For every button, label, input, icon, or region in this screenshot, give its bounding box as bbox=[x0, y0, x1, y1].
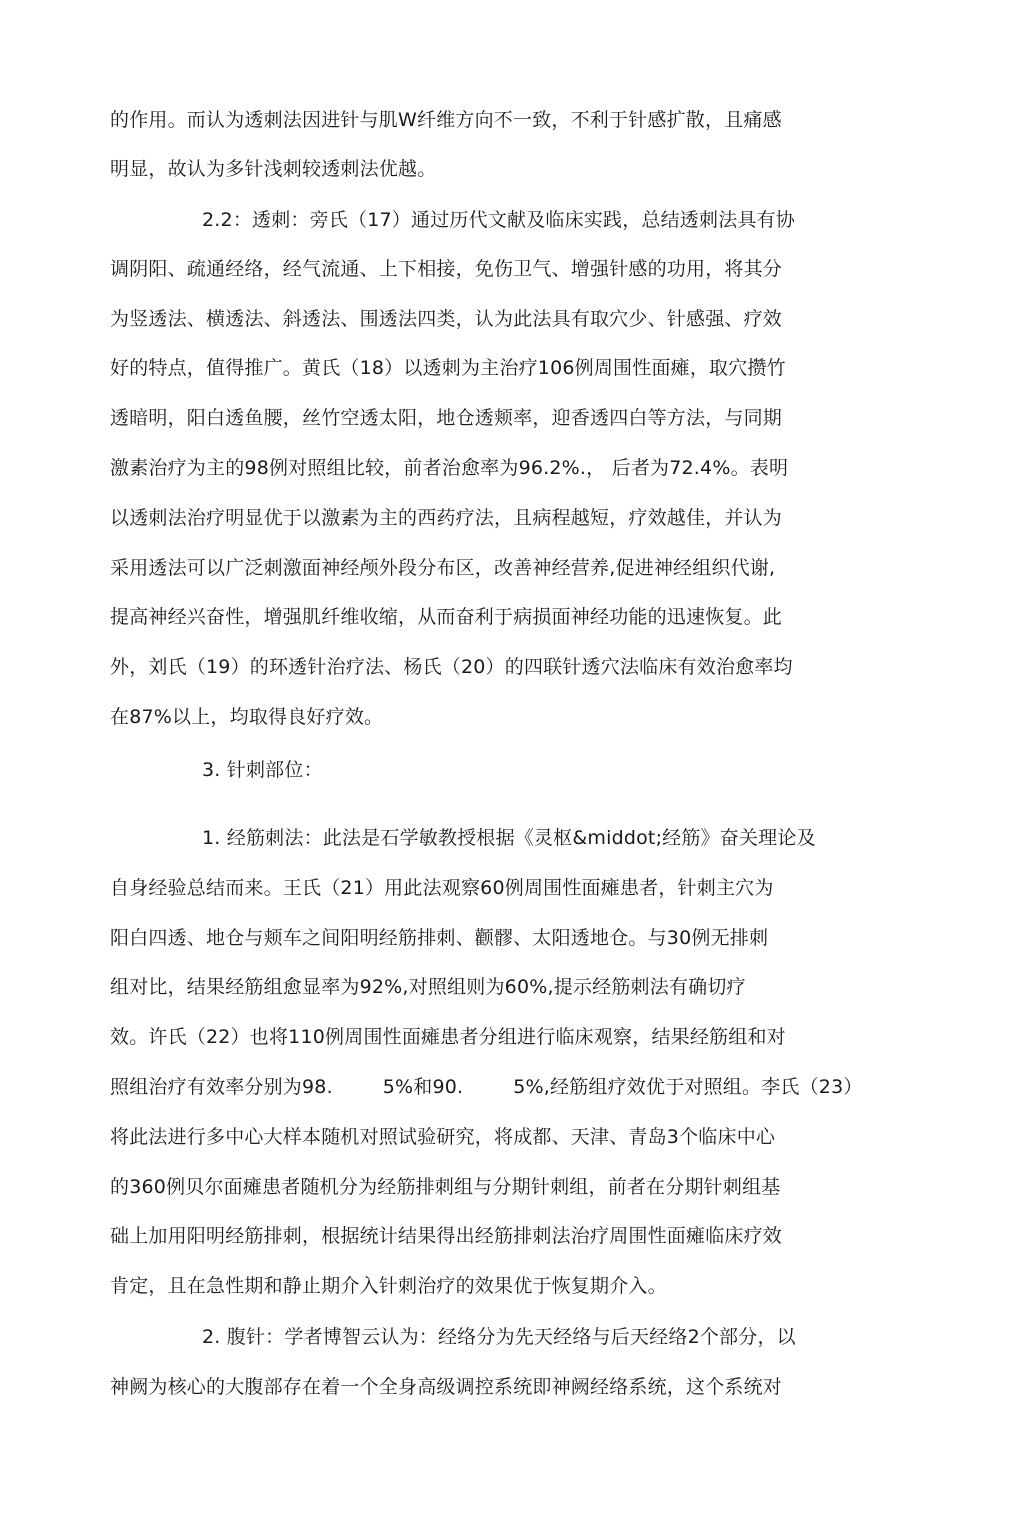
text-line: 将此法进行多中心大样本随机对照试验研究，将成都、天津、青岛3个临床中心 bbox=[110, 1126, 776, 1148]
subsection-heading-2: 2. 腹针：学者博智云认为：经络分为先天经络与后天经络2个部分，以 bbox=[202, 1326, 796, 1348]
text-line: 提高神经兴奋性，增强肌纤维收缩，从而奋利于病损面神经功能的迅速恢复。此 bbox=[110, 606, 783, 628]
text-line: 自身经验总结而来。王氏（21）用此法观察60例周围性面瘫患者，针刺主穴为 bbox=[110, 877, 774, 899]
text-line: 神阙为核心的大腹部存在着一个全身高级调控系统即神阙经络系统，这个系统对 bbox=[110, 1376, 783, 1398]
text-line: 的360例贝尔面瘫患者随机分为经筋排刺组与分期针刺组，前者在分期针刺组基 bbox=[110, 1176, 781, 1198]
subsection-heading-1: 1. 经筋刺法：此法是石学敏教授根据《灵枢&middot;经筋》奋关理论及 bbox=[202, 827, 816, 849]
section-heading-3: 3. 针刺部位： bbox=[202, 759, 323, 781]
text-line: 以透刺法治疗明显优于以激素为主的西药疗法，且病程越短，疗效越佳，并认为 bbox=[110, 507, 783, 529]
text-line: 调阴阳、疏通经络，经气流通、上下相接，免伤卫气、增强针感的功用，将其分 bbox=[110, 258, 783, 280]
text-line: 采用透法可以广泛刺激面神经颅外段分布区，改善神经营养,促进神经组织代谢, bbox=[110, 557, 776, 579]
text-line: 在87%以上，均取得良好疗效。 bbox=[110, 706, 384, 728]
text-line: 明显，故认为多针浅刺较透刺法优越。 bbox=[110, 158, 437, 180]
text-line: 好的特点，值得推广。黄氏（18）以透刺为主治疗106例周围性面瘫，取穴攒竹 bbox=[110, 357, 786, 379]
section-heading-2-2: 2.2：透刺：旁氏（17）通过历代文献及临床实践，总结透刺法具有协 bbox=[202, 209, 795, 231]
text-line: 激素治疗为主的98例对照组比较，前者治愈率为96.2%.， 后者为72.4%。表明 bbox=[110, 457, 789, 479]
text-line: 组对比，结果经筋组愈显率为92%,对照组则为60%,提示经筋刺法有确切疗 bbox=[110, 976, 746, 998]
text-line: 外，刘氏（19）的环透针治疗法、杨氏（20）的四联针透穴法临床有效治愈率均 bbox=[110, 656, 793, 678]
text-line: 础上加用阳明经筋排刺，根据统计结果得出经筋排刺法治疗周围性面瘫临床疗效 bbox=[110, 1225, 783, 1247]
text-line: 照组治疗有效率分别为98. 5%和90. 5%,经筋组疗效优于对照组。李氏（23） bbox=[110, 1076, 863, 1098]
text-line: 为竖透法、横透法、斜透法、围透法四类，认为此法具有取穴少、针感强、疗效 bbox=[110, 308, 783, 330]
text-line: 透暗明，阳白透鱼腰，丝竹空透太阳，地仓透颊率，迎香透四白等方法，与同期 bbox=[110, 407, 783, 429]
text-line: 阳白四透、地仓与颊车之间阳明经筋排刺、颧髎、太阳透地仓。与30例无排刺 bbox=[110, 927, 769, 949]
text-line: 肯定，且在急性期和静止期介入针刺治疗的效果优于恢复期介入。 bbox=[110, 1275, 667, 1297]
text-line: 的作用。而认为透刺法因进针与肌W纤维方向不一致，不利于针感扩散，且痛感 bbox=[110, 109, 782, 131]
text-line: 效。许氏（22）也将110例周围性面瘫患者分组进行临床观察，结果经筋组和对 bbox=[110, 1026, 786, 1048]
